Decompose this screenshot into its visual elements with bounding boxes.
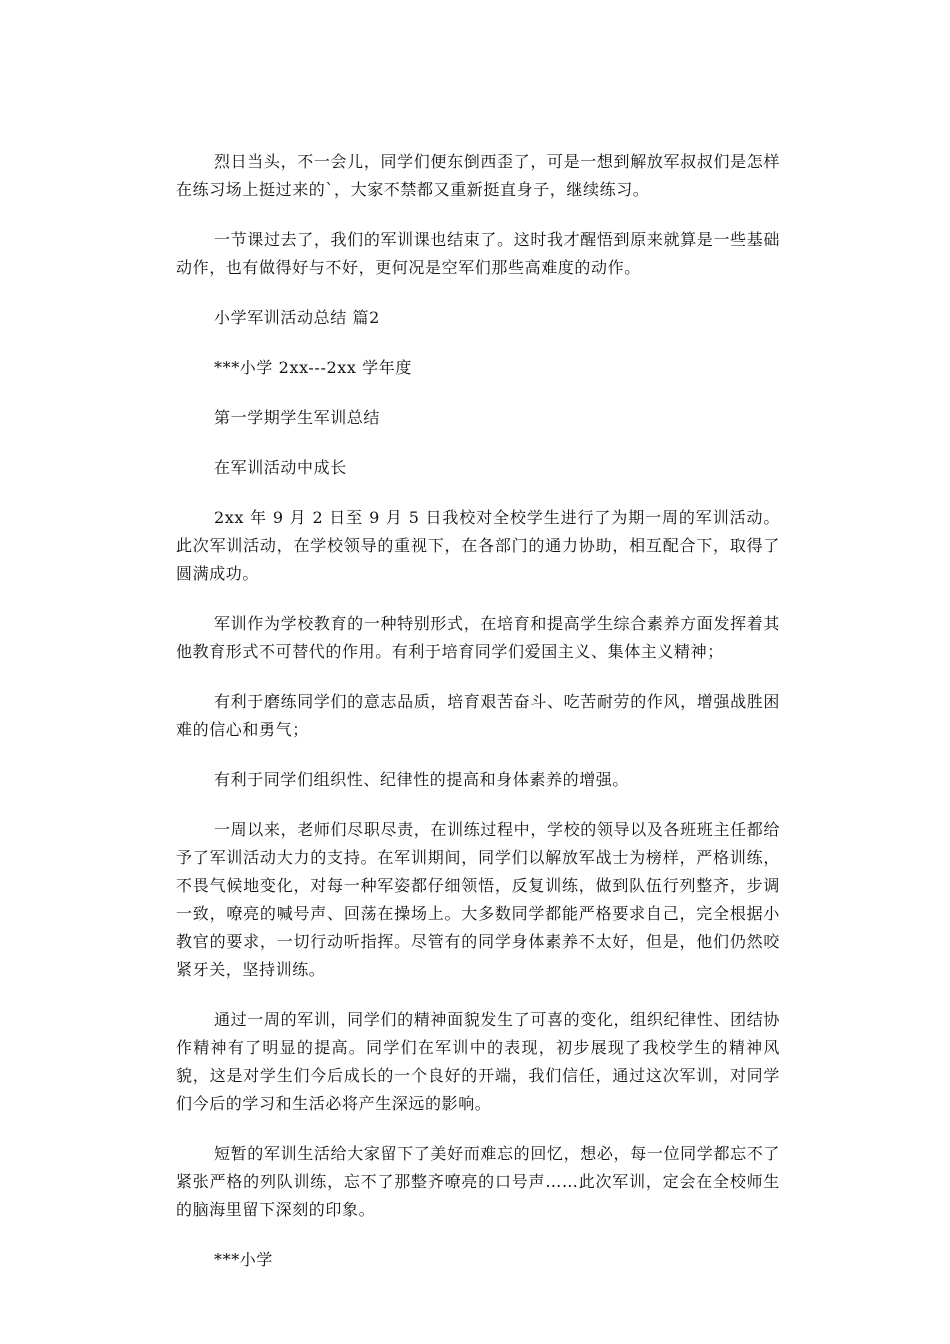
paragraph-1: 烈日当头，不一会儿，同学们便东倒西歪了，可是一想到解放军叔叔们是怎样在练习场上挺过来的`，大家不禁都又重新挺直身子，继续练习。: [176, 152, 780, 199]
paragraph-benefit-1: 有利于磨练同学们的意志品质，培育艰苦奋斗、吃苦耐劳的作风，增强战胜困难的信心和勇气；: [176, 692, 780, 739]
summary-title: 第一学期学生军训总结: [214, 408, 381, 427]
signature-line: ***小学: [214, 1250, 274, 1269]
paragraph-2: 一节课过去了，我们的军训课也结束了。这时我才醒悟到原来就算是一些基础动作，也有做得好与不好，更何况是空军们那些高难度的动作。: [176, 230, 780, 277]
paragraph-week: 一周以来，老师们尽职尽责，在训练过程中，学校的领导以及各班班主任都给予了军训活动大力的支持。在军训期间，同学们以解放军战士为榜样，严格训练，不畏气候地变化，对每一种军姿都仔细领悟，反复训练，做到队伍行列整齐，步调一致，嘹亮的喊号声、回荡在操场上。大多数同学都能严格要求自己，完全根据小教官的要求，一切行动听指挥。尽管有的同学身体素养不太好，但是，他们仍然咬紧牙关，坚持训练。: [176, 820, 780, 979]
paragraph-conclusion: 短暂的军训生活给大家留下了美好而难忘的回忆，想必，每一位同学都忘不了紧张严格的列队训练，忘不了那整齐嘹亮的口号声……此次军训，定会在全校师生的脑海里留下深刻的印象。: [176, 1144, 780, 1219]
paragraph-purpose: 军训作为学校教育的一种特别形式，在培育和提高学生综合素养方面发挥着其他教育形式不可替代的作用。有利于培育同学们爱国主义、集体主义精神；: [176, 614, 780, 661]
document-body: [176, 148, 780, 1296]
school-year-line: ***小学 2xx---2xx 学年度: [214, 358, 412, 377]
paragraph-intro: 2xx 年 9 月 2 日至 9 月 5 日我校对全校学生进行了为期一周的军训活动。此次军训活动，在学校领导的重视下，在各部门的通力协助，相互配合下，取得了圆满成功。: [176, 508, 780, 583]
paragraph-results: 通过一周的军训，同学们的精神面貌发生了可喜的变化，组织纪律性、团结协作精神有了明显的提高。同学们在军训中的表现，初步展现了我校学生的精神风貌，这是对学生们今后成长的一个良好的开端，我们信任，通过这次军训，对同学们今后的学习和生活必将产生深远的影响。: [176, 1010, 780, 1113]
paragraph-benefit-2: 有利于同学们组织性、纪律性的提高和身体素养的增强。: [214, 770, 630, 789]
section-heading: 小学军训活动总结 篇2: [214, 308, 380, 327]
summary-subtitle: 在军训活动中成长: [214, 458, 347, 477]
